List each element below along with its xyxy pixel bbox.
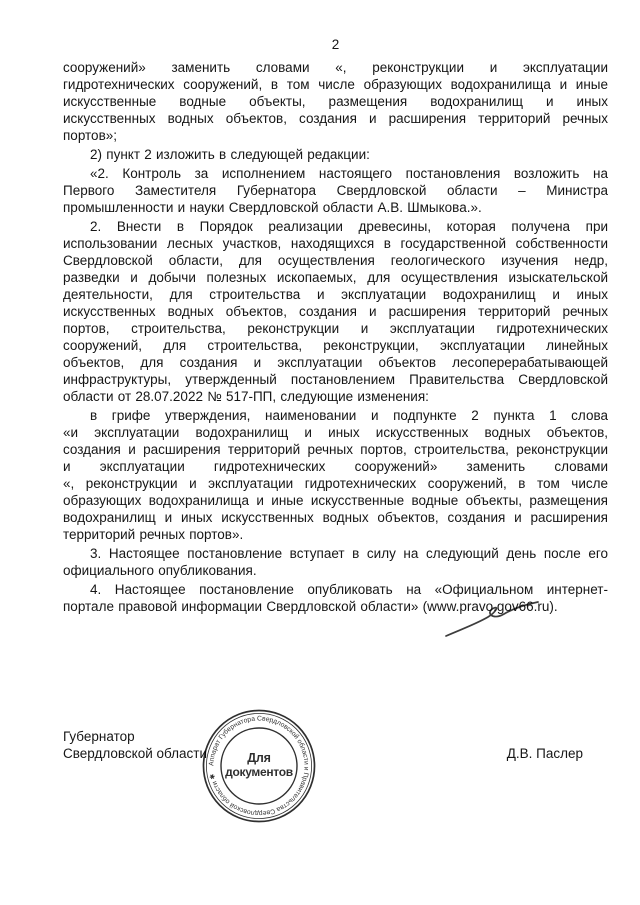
text-line: образующих водохранилища и иные искусственные водные объекты, размещения	[63, 493, 608, 508]
paragraph	[63, 407, 608, 543]
text-line: портов»;	[63, 128, 117, 143]
text-line: портале правовой информации Свердловской области» (www.pravo.gov66.ru).	[63, 599, 558, 614]
text-line: искусственные водные объекты, размещения водохранилищ и иных	[63, 94, 608, 109]
text-line: объектов, для создания и эксплуатации объектов лесоперерабатывающей	[63, 355, 608, 370]
official-stamp	[201, 708, 317, 824]
text-line: деятельности, для строительства и эксплуатации водохранилищ и иных	[63, 287, 608, 302]
text-line: 2. Внести в Порядок реализации древесины, которая получена при	[90, 219, 608, 234]
signature-title	[63, 728, 207, 762]
signature-name: Д.В. Паслер	[506, 746, 583, 761]
signature-title-line2: Свердловской области	[63, 746, 208, 761]
stamp-ring-text: Аппарат Губернатора Свердловской области и Правительства Свердловской области ✱	[208, 715, 310, 817]
paragraph	[63, 545, 608, 579]
paragraph	[63, 165, 608, 216]
signature-stroke	[438, 596, 554, 642]
text-line: «, реконструкции и эксплуатации гидротехнических сооружений, в том числе	[63, 476, 608, 491]
text-line: 3. Настоящее постановление вступает в силу на следующий день после его	[90, 546, 608, 561]
text-line: области от 28.07.2022 № 517-ПП, следующие изменения:	[63, 389, 429, 404]
text-line: в грифе утверждения, наименовании и подпункте 2 пункта 1 слова	[90, 408, 608, 423]
text-line: инфраструктуры, утвержденный постановлением Правительства Свердловской	[63, 372, 608, 387]
paragraph	[63, 146, 608, 163]
text-line: использовании лесных участков, находящихся в государственной собственности	[63, 236, 608, 251]
text-line: гидротехнических сооружений, в том числе образующих водохранилища и иные	[63, 77, 608, 92]
stamp-icon	[201, 708, 317, 824]
text-line: «2. Контроль за исполнением настоящего постановления возложить на	[90, 166, 608, 181]
text-line: сооружений» заменить словами «, реконструкции и эксплуатации	[63, 60, 608, 75]
signature-title-line1: Губернатор	[63, 729, 135, 744]
stamp-center-line2: документов	[225, 765, 293, 779]
text-line: «и эксплуатации водохранилищ и иных искусственных водных объектов,	[63, 425, 608, 440]
document-body	[63, 59, 608, 615]
text-line: и эксплуатации гидротехнических сооружений» заменить словами	[63, 459, 608, 474]
text-line: Свердловской области, для осуществления геологического изучения недр,	[63, 253, 608, 268]
text-line: портов, строительства, реконструкции и эксплуатации гидротехнических	[63, 321, 608, 336]
paragraph	[63, 59, 608, 144]
text-line: 2) пункт 2 изложить в следующей редакции:	[90, 147, 370, 162]
pen-flourish-icon	[438, 596, 554, 642]
page-number: 2	[331, 37, 340, 52]
signature-block	[63, 728, 583, 762]
text-line: сооружений, для строительства, реконструкции, эксплуатации линейных	[63, 338, 608, 353]
text-line: создания и расширения территорий речных портов, строительства, реконструкции	[63, 442, 608, 457]
text-line: территорий речных портов».	[63, 527, 244, 542]
text-line: официального опубликования.	[63, 563, 257, 578]
text-line: водохранилищ и иных искусственных водных объектов, создания и расширения	[63, 510, 608, 525]
stamp-center-line1: Для	[247, 751, 271, 765]
text-line: 4. Настоящее постановление опубликовать на «Официальном интернет-	[90, 582, 608, 597]
text-line: искусственных водных объектов, создания и расширения территорий речных	[63, 111, 608, 126]
text-line: Первого Заместителя Губернатора Свердловской области – Министра	[63, 183, 608, 198]
text-line: разведки и добычи полезных ископаемых, для осуществления изыскательской	[63, 270, 608, 285]
text-line: промышленности и науки Свердловской области А.В. Шмыкова.».	[63, 200, 482, 215]
text-line: искусственных водных объектов, создания и расширения территорий речных	[63, 304, 608, 319]
paragraph	[63, 218, 608, 405]
